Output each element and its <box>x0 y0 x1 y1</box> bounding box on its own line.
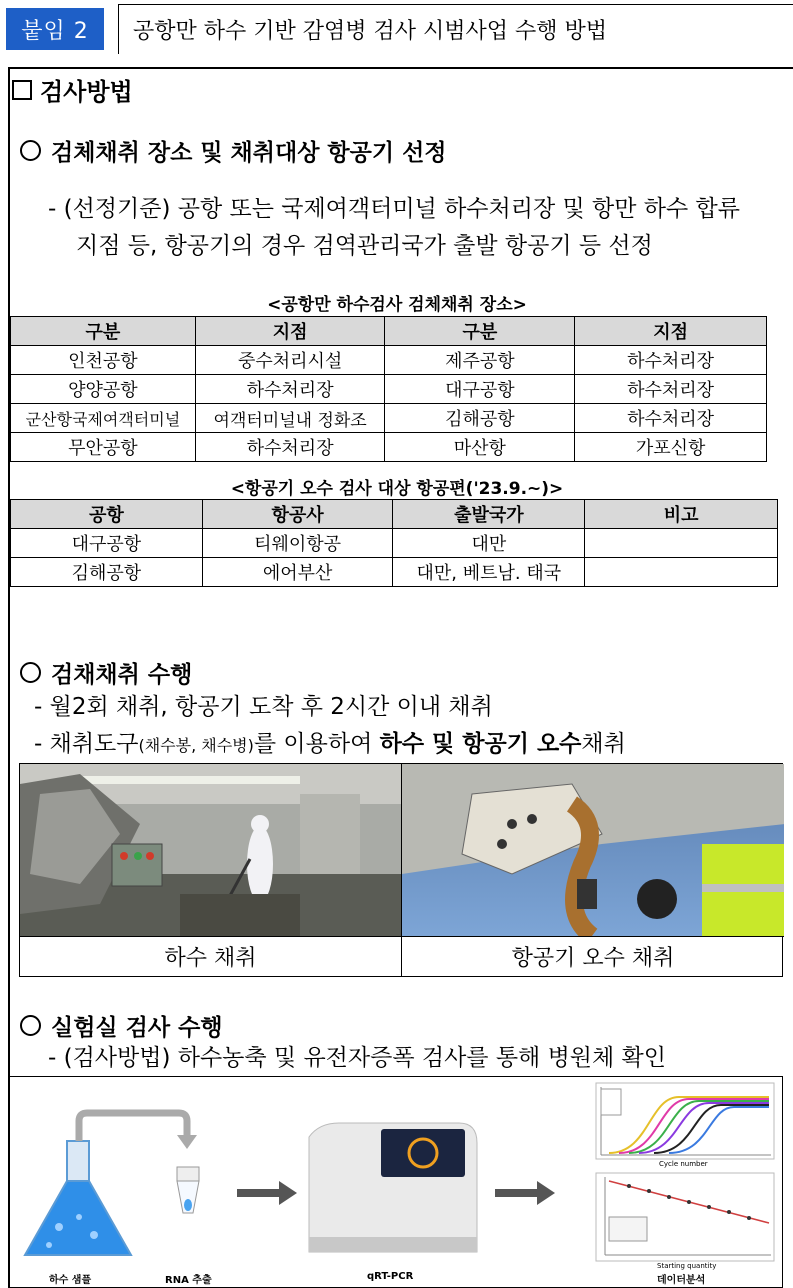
section-heading <box>12 72 133 107</box>
table-cell: 대구공항 <box>11 529 203 558</box>
circle-bullet-icon <box>20 140 41 161</box>
line-text: - 채취도구 <box>34 731 139 757</box>
subheading-sampling <box>20 656 192 689</box>
table-cell: 마산항 <box>385 433 575 462</box>
standard-curve-x-label: Starting quantity <box>657 1262 717 1270</box>
amplification-x-label: Cycle number <box>659 1160 708 1168</box>
table-row <box>11 529 778 558</box>
table-cell: 티웨이항공 <box>202 529 393 558</box>
table-cell: 제주공항 <box>385 346 575 375</box>
table-cell: 하수처리장 <box>575 375 767 404</box>
table-cell: 중수처리시설 <box>195 346 385 375</box>
table-cell: 하수처리장 <box>575 346 767 375</box>
sewage-sampling-photo <box>20 764 401 936</box>
table-row <box>11 346 767 375</box>
sampling-line-1: - 월2회 채취, 항공기 도착 후 2시간 이내 채취 <box>34 694 493 720</box>
subheading-lab-text: 실험실 검사 수행 <box>51 1015 223 1041</box>
line-small-text: (채수봉, 채수병) <box>138 736 254 755</box>
flight-table <box>10 499 778 587</box>
line-text: 채취 <box>581 731 626 757</box>
table-row <box>11 375 767 404</box>
section-heading-text: 검사방법 <box>40 78 133 106</box>
standard-curve-icon <box>596 1173 774 1261</box>
arrow-right-icon <box>495 1181 555 1205</box>
pcr-machine-icon <box>309 1123 477 1252</box>
table2-caption: <항공기 오수 검사 대상 항공편('23.9.~)> <box>230 479 564 499</box>
table-cell: 대구공항 <box>385 375 575 404</box>
table-header-row <box>11 317 767 346</box>
subheading-lab <box>20 1009 223 1042</box>
table-header-cell: 출발국가 <box>393 500 585 529</box>
table-cell: 군산항국제여객터미널 <box>11 404 196 433</box>
table-cell: 에어부산 <box>202 558 393 587</box>
sampling-photos <box>19 763 783 977</box>
photo-caption-sewage: 하수 채취 <box>20 936 401 976</box>
subheading-sampling-text: 검채채취 수행 <box>51 662 193 688</box>
step-label-sample: 하수 샘플 <box>49 1275 92 1286</box>
table-cell: 대만, 베트남. 태국 <box>393 558 585 587</box>
table-cell: 김해공항 <box>385 404 575 433</box>
amplification-chart-icon <box>596 1083 774 1159</box>
table-cell: 하수처리장 <box>195 375 385 404</box>
table-header-row <box>11 500 778 529</box>
table-header-cell: 구분 <box>385 317 575 346</box>
lab-method-line: - (검사방법) 하수농축 및 유전자증폭 검사를 통해 병원체 확인 <box>48 1045 666 1071</box>
table-cell: 하수처리장 <box>195 433 385 462</box>
document-header <box>0 0 793 54</box>
table-header-cell: 구분 <box>11 317 196 346</box>
table-row <box>11 433 767 462</box>
sampling-site-table <box>10 316 767 462</box>
table-cell: 무안공항 <box>11 433 196 462</box>
table-cell <box>585 529 778 558</box>
table-cell: 하수처리장 <box>575 404 767 433</box>
table-cell: 가포신항 <box>575 433 767 462</box>
table-cell: 여객터미널내 정화조 <box>195 404 385 433</box>
table-header-cell: 지점 <box>195 317 385 346</box>
table-header-cell: 공항 <box>11 500 203 529</box>
step-label-rna: RNA 추출 <box>165 1275 212 1286</box>
checkbox-square-icon <box>12 80 32 100</box>
arrow-right-icon <box>237 1181 297 1205</box>
line-text: 를 이용하여 <box>253 731 380 757</box>
table-row <box>11 404 767 433</box>
aircraft-sewage-sampling-photo <box>401 764 784 936</box>
criteria-line-2: 지점 등, 항공기의 경우 검역관리국가 출발 항공기 등 선정 <box>76 233 653 259</box>
circle-bullet-icon <box>20 1015 41 1036</box>
photo-caption-aircraft: 항공기 오수 채취 <box>401 936 784 976</box>
table-row <box>11 558 778 587</box>
subheading-sampling-site-text: 검체채취 장소 및 채취대상 항공기 선정 <box>51 140 447 166</box>
table1-caption: <공항만 하수검사 검체채취 장소> <box>267 295 527 315</box>
table-cell: 대만 <box>393 529 585 558</box>
flask-icon <box>25 1141 131 1255</box>
step-label-analysis: 데이터분석 <box>657 1275 706 1286</box>
tube-icon <box>177 1167 199 1213</box>
criteria-line-1: - (선정기준) 공항 또는 국제여객터미널 하수처리장 및 항만 하수 합류 <box>48 196 740 222</box>
table-cell: 양양공항 <box>11 375 196 404</box>
table-cell: 인천공항 <box>11 346 196 375</box>
step-label-qrtpcr: qRT-PCR <box>367 1271 414 1282</box>
document-title: 공항만 하수 기반 감염병 검사 시범사업 수행 방법 <box>118 4 793 54</box>
table-header-cell: 항공사 <box>202 500 393 529</box>
table-cell <box>585 558 778 587</box>
table-cell: 김해공항 <box>11 558 203 587</box>
circle-bullet-icon <box>20 662 41 683</box>
lab-process-diagram <box>8 1076 783 1288</box>
table-header-cell: 지점 <box>575 317 767 346</box>
attachment-tag: 붙임 2 <box>6 8 104 50</box>
sampling-line-2 <box>34 725 626 765</box>
line-bold-text: 하수 및 항공기 오수 <box>379 731 582 757</box>
subheading-sampling-site <box>20 134 447 167</box>
table-header-cell: 비고 <box>585 500 778 529</box>
